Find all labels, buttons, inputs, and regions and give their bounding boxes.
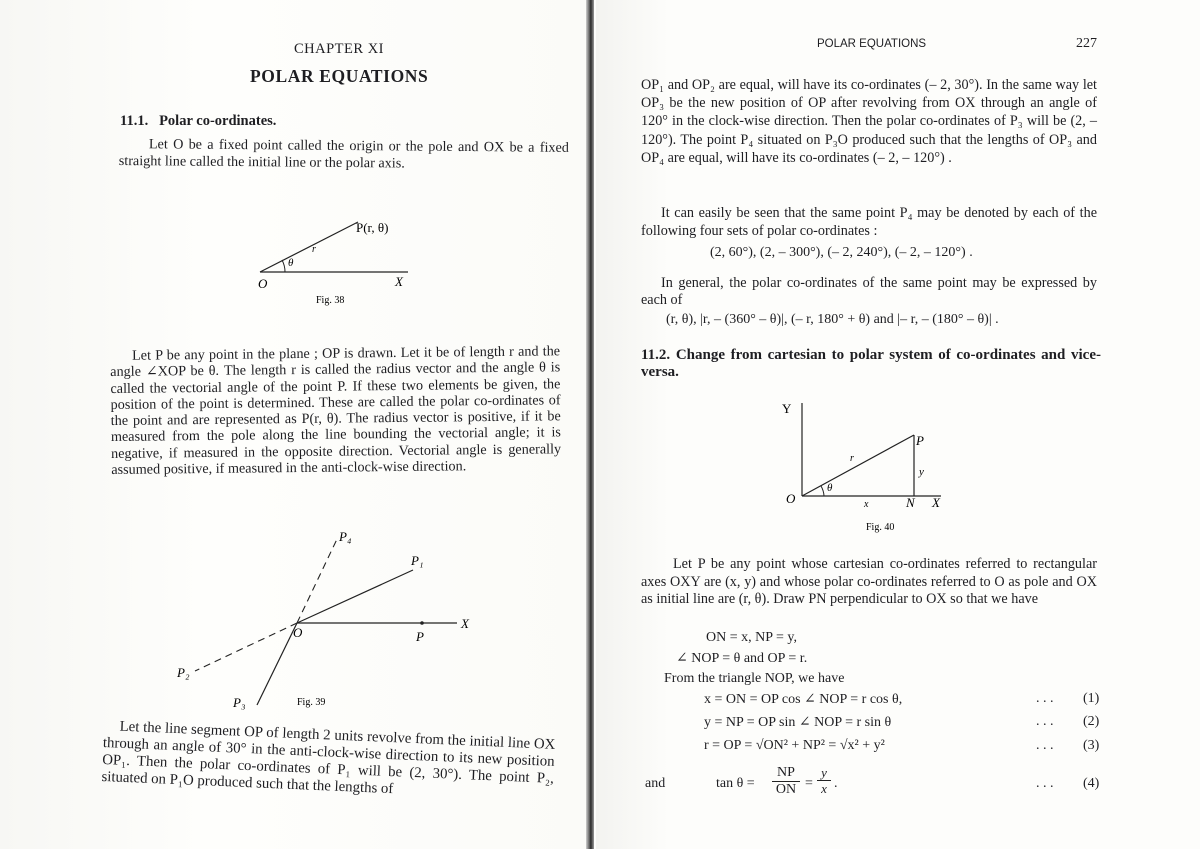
right-para-1: OP₁ and OP₂ are equal, will have its co-ordinates (– 2, 30°). In the same way let OP₃ be the new position of OP after revolving from OX through an angle of 120° in the clock-wise direction. Then the polar co-ordinates of P₃ will be (2, – 120°). The point P₄ situated on P₃O produced such that the lengths of OP₃ and OP₄ are equal, will have its co-ordinates (– 2, – 120°) . bbox=[641, 77, 1097, 166]
fraction-1-denominator: ON bbox=[775, 782, 797, 797]
line-on-np: ON = x, NP = y, bbox=[706, 630, 797, 645]
fraction-1-numerator: NP bbox=[772, 765, 800, 782]
fig40-label-y: y bbox=[919, 466, 924, 478]
fig39-label-P3: P₃ bbox=[233, 695, 246, 710]
equation-4-dots: . . . bbox=[1036, 776, 1054, 791]
left-page bbox=[0, 0, 590, 849]
figure-39 bbox=[175, 525, 495, 715]
right-page bbox=[596, 0, 1200, 849]
equation-4-fraction-2 bbox=[817, 765, 831, 796]
fig40-label-P: P bbox=[916, 433, 924, 448]
fig39-label-P2: P₂ bbox=[177, 665, 190, 680]
equation-4-end: . bbox=[834, 776, 838, 791]
fraction-2-numerator: y bbox=[817, 765, 831, 781]
equation-3-dots: . . . bbox=[1036, 738, 1054, 753]
fig39-label-O: O bbox=[293, 625, 303, 640]
fig40-label-N: N bbox=[906, 495, 915, 510]
line-angle-op: ∠ NOP = θ and OP = r. bbox=[676, 651, 808, 666]
left-para-1: Let O be a fixed point called the origin or the pole and OX be a fixed straight line called the initial line or the polar axis. bbox=[118, 136, 569, 172]
fig39-label-P4: P₄ bbox=[339, 529, 352, 544]
right-para-3: In general, the polar co-ordinates of the same point may be expressed by each of bbox=[641, 275, 1097, 308]
chapter-label: CHAPTER XI bbox=[294, 41, 384, 57]
chapter-title: POLAR EQUATIONS bbox=[250, 66, 429, 86]
coordinate-sets: (2, 60°), (2, – 300°), (– 2, 240°), (– 2, – 120°) . bbox=[710, 245, 973, 260]
equation-1-number: (1) bbox=[1083, 691, 1100, 706]
left-para-3: Let the line segment OP of length 2 units revolve from the initial line OX through an angle of 30° in the anti-clock-wise direction to its new position OP₁. Then the polar co-ordinates of P₁ will be (2, 30°). The point P₂, situated on P₁O produced such that the lengths of bbox=[101, 718, 556, 798]
equation-3-number: (3) bbox=[1083, 738, 1100, 753]
equation-4-and: and bbox=[645, 776, 666, 791]
equation-4-number: (4) bbox=[1083, 776, 1100, 791]
fig39-caption: Fig. 39 bbox=[297, 697, 326, 708]
equation-1-dots: . . . bbox=[1036, 691, 1054, 706]
running-head: POLAR EQUATIONS bbox=[817, 38, 927, 50]
fig40-label-Y: Y bbox=[782, 401, 792, 416]
fig40-label-theta: θ bbox=[827, 482, 833, 494]
right-para-2: It can easily be seen that the same point P₄ may be denoted by each of the following four sets of polar co-ordinates : bbox=[641, 205, 1097, 239]
fig38-label-r: r bbox=[312, 244, 316, 255]
equation-1: x = ON = OP cos ∠ NOP = r cos θ, bbox=[704, 692, 903, 707]
fig38-label-P: P(r, θ) bbox=[356, 220, 389, 235]
general-coordinates: (r, θ), |r, – (360° – θ)|, (– r, 180° + θ) and |– r, – (180° – θ)| . bbox=[666, 312, 999, 327]
right-para-4: Let P be any point whose cartesian co-ordinates referred to rectangular axes OXY are (x, y) and whose polar co-ordinates referred to O as pole and OX as initial line are (r, θ). Draw PN perpendicular to OX so that we have bbox=[641, 556, 1097, 607]
book-gutter bbox=[586, 0, 594, 849]
equation-4-equals: = bbox=[805, 776, 813, 791]
figure-40 bbox=[776, 395, 956, 535]
page-number: 227 bbox=[1076, 36, 1097, 51]
fraction-2-denominator: x bbox=[821, 781, 827, 796]
fig39-label-P: P bbox=[416, 629, 424, 644]
fig40-label-O: O bbox=[786, 491, 796, 506]
equation-2-number: (2) bbox=[1083, 714, 1100, 729]
fig39-label-X: X bbox=[461, 616, 469, 631]
line-from-triangle: From the triangle NOP, we have bbox=[664, 671, 845, 686]
section-heading-11-1: 11.1. Polar co-ordinates. bbox=[120, 113, 277, 129]
equation-3: r = OP = √ON² + NP² = √x² + y² bbox=[704, 738, 885, 753]
equation-2-dots: . . . bbox=[1036, 714, 1054, 729]
equation-2: y = NP = OP sin ∠ NOP = r sin θ bbox=[704, 715, 892, 730]
fig40-label-r: r bbox=[850, 453, 854, 464]
fig39-label-P1: P₁ bbox=[411, 553, 424, 568]
fig40-caption: Fig. 40 bbox=[866, 522, 895, 533]
equation-4-lhs: tan θ = bbox=[716, 776, 755, 791]
fig38-label-X: X bbox=[395, 274, 403, 289]
left-para-2: Let P be any point in the plane ; OP is drawn. Let it be of length r and the angle ∠XOP be θ. The length r is called the radius vector and the angle θ is called the vectorial angle of the point P. If these two elements be given, the position of the point is determined. These are called the polar co-ordinates of the point and are represented as P(r, θ). The radius vector is positive, if it be measured from the pole along the line bounding the vectorial angle; it is negative, if measured in the opposite direction. Vectorial angle is generally assumed positive, if measured in the anti-clock-wise direction. bbox=[110, 343, 562, 479]
figure-38 bbox=[240, 210, 440, 310]
fig38-label-theta: θ bbox=[288, 257, 294, 269]
equation-4-fraction-1 bbox=[772, 765, 800, 798]
fig40-label-X: X bbox=[932, 495, 940, 510]
fig38-label-O: O bbox=[258, 276, 268, 291]
section-heading-11-2: 11.2. Change from cartesian to polar system of co-ordinates and vice-versa. bbox=[641, 347, 1101, 380]
fig40-label-x: x bbox=[864, 499, 869, 510]
fig38-caption: Fig. 38 bbox=[316, 295, 345, 306]
